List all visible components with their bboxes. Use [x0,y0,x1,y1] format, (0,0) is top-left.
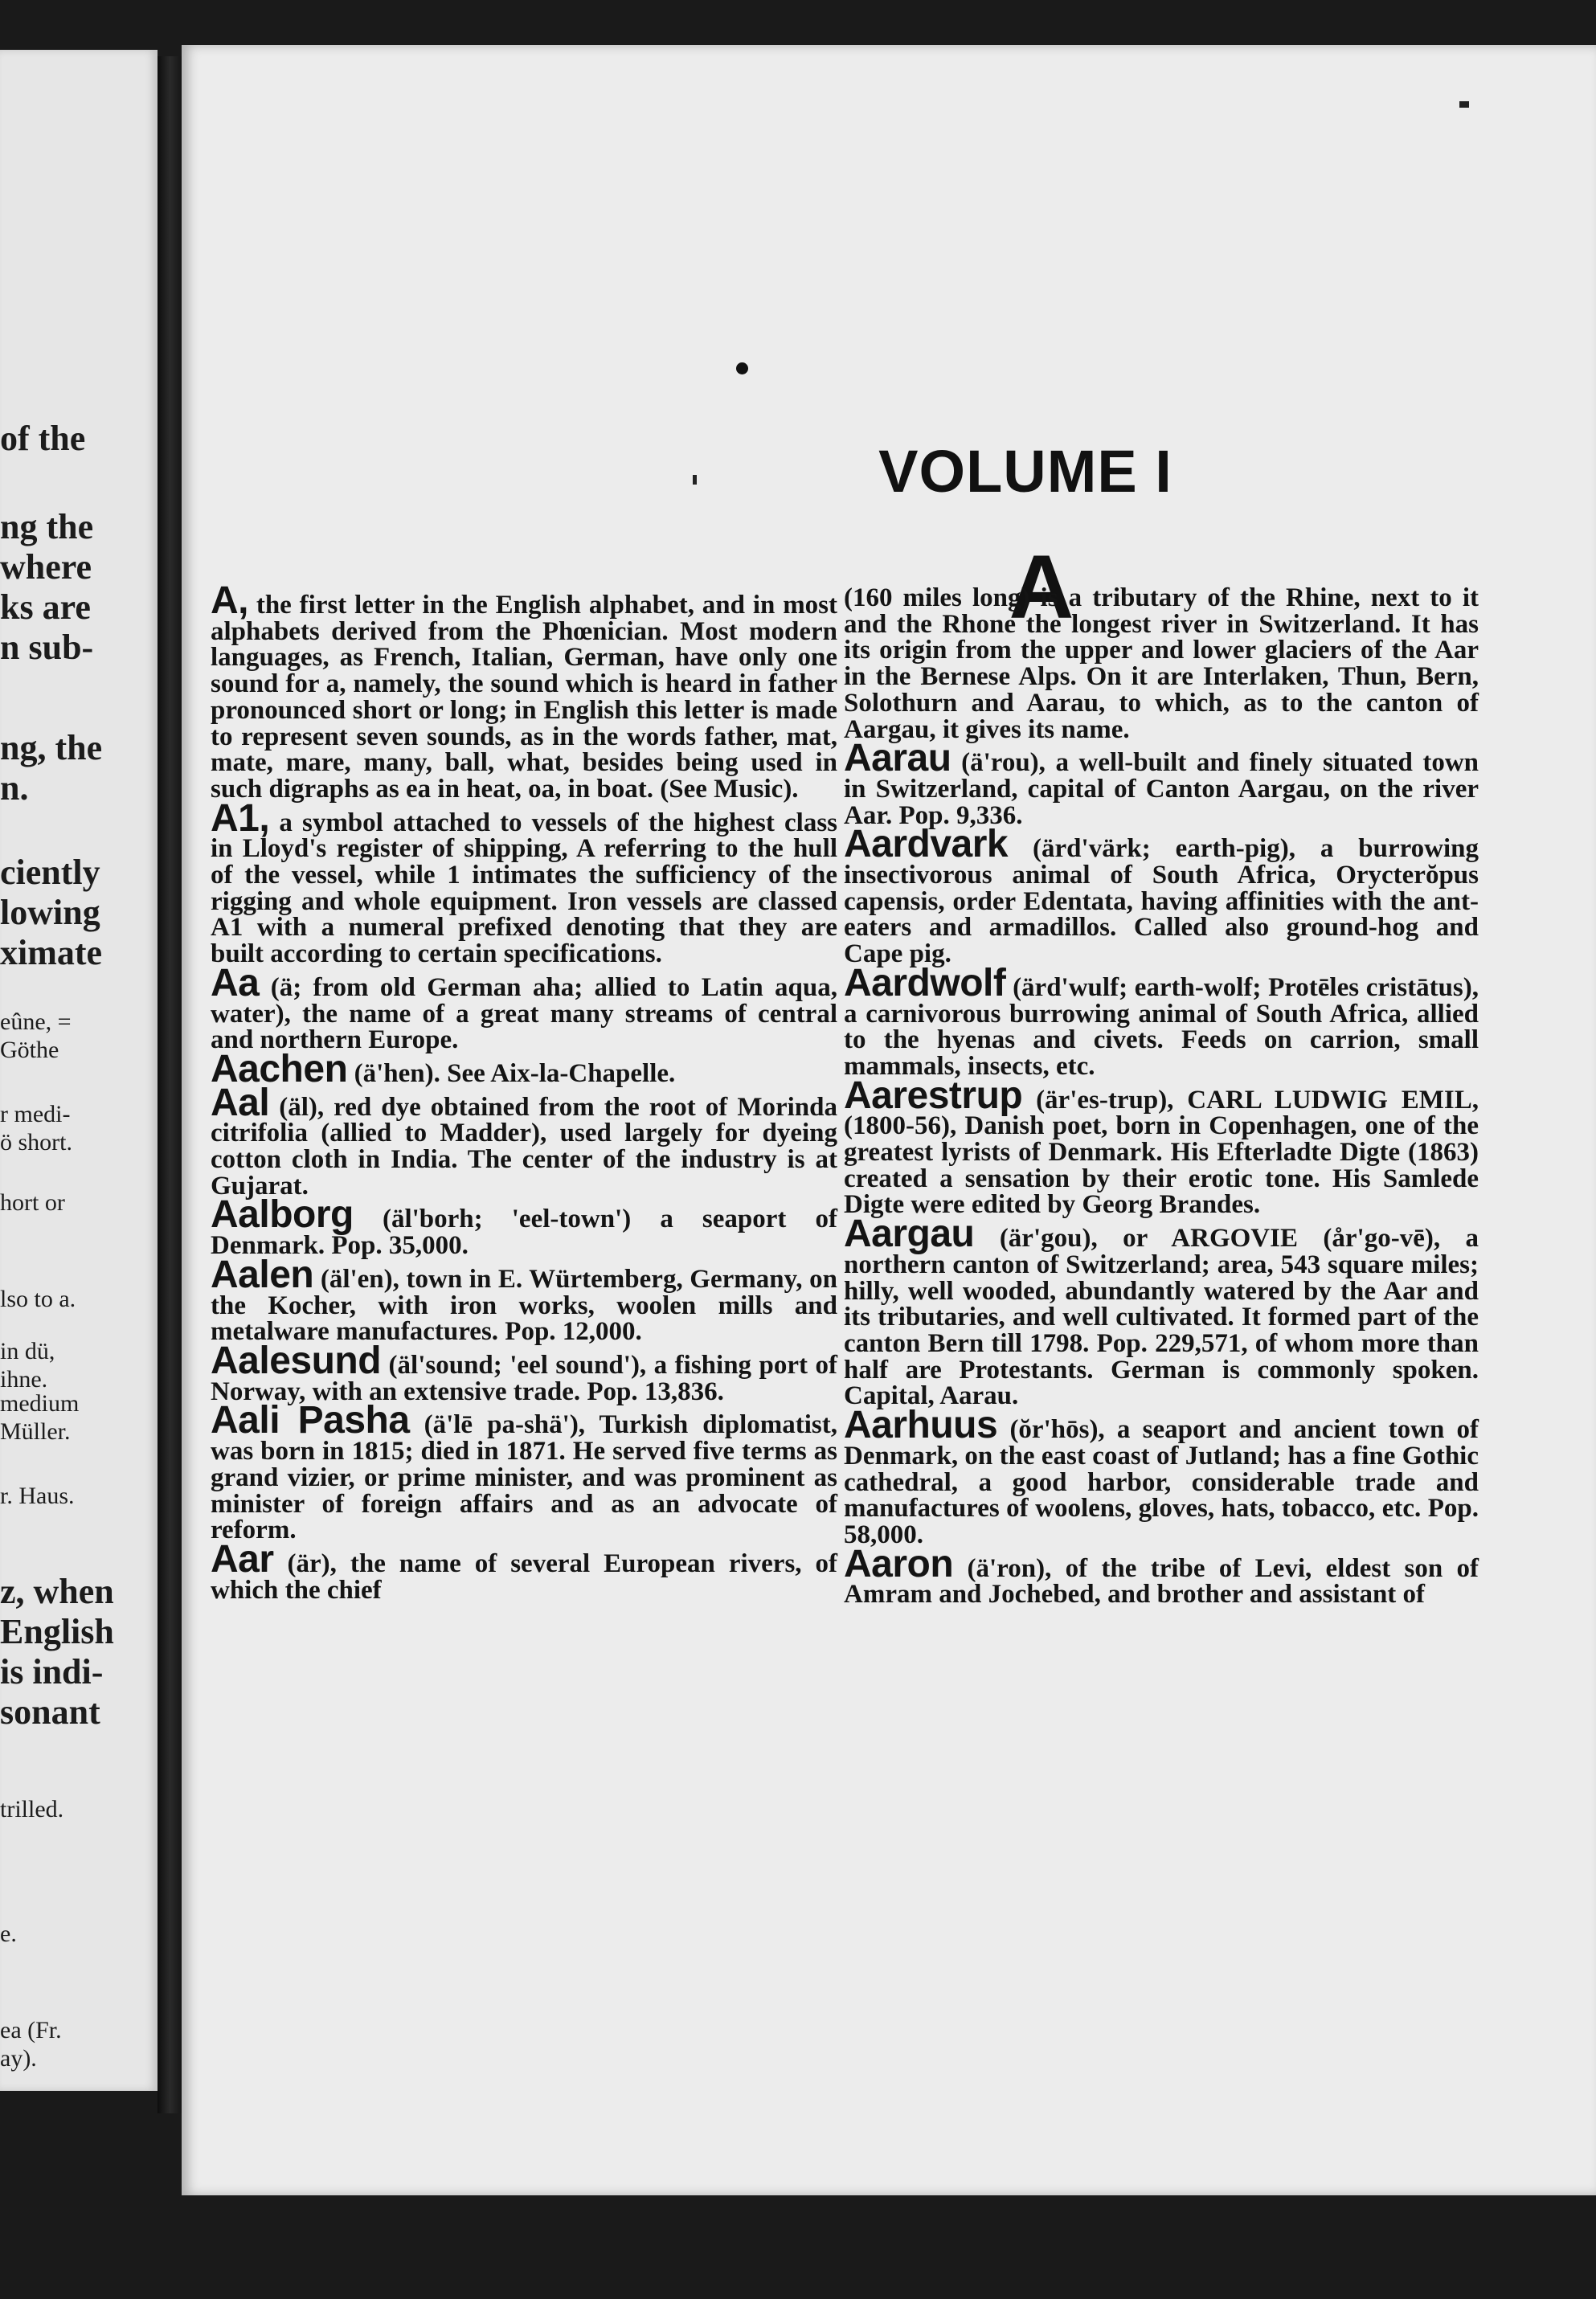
adjacent-page-line: where [0,547,92,587]
entry-text: (är'gou), or ARGOVIE (år'go-vē), a northern canton of Switzerland; area, 543 square miles; hilly, well wooded, abundantly watered by the Aar and its tributaries, and well cultivated. It formed part of the canton Bern till 1798. Pop. 229,571, of whom more than half are Protestants. German is commonly spoken. Capital, Aarau. [844,1224,1479,1411]
entry-text: (ŏr'hōs), a seaport and ancient town of Denmark, on the east coast of Jutland; has a fine Gothic cathedral, a good harbor, considerable trade and manufactures of woolens, gloves, hats, tobacco, etc. Pop. 58,000. [844,1415,1479,1549]
section-letter-heading: A [1009,537,1074,637]
dictionary-entry [211,1047,837,1090]
entry-text: (äl'sound; 'eel sound'), a fishing port of Norway, with an extensive trade. Pop. 13,836. [211,1350,838,1406]
adjacent-page-line: is indi- [0,1652,104,1692]
dictionary-entry [844,823,1479,969]
dictionary-entry [844,1074,1479,1220]
dictionary-entry [211,1537,837,1605]
entry-headword: A1, [211,796,270,840]
entry-text: (ä'lē pa-shä'), Turkish diplomatist, was born in 1815; died in 1871. He served five terms as grand vizier, or prime minister, and was prominent as minister of foreign affairs and as an advocate of reform. [211,1410,837,1545]
adjacent-page-line: Göthe [0,1037,59,1063]
adjacent-page-line: r. Haus. [0,1483,75,1509]
dictionary-entry [844,585,1479,742]
dictionary-entry [211,1081,837,1201]
entry-text: the first letter in the English alphabet, and in most alphabets derived from the Phœnician. Most modern languages, as French, Italian, German, have only one sound for a, namely, the sound which is heard in father pronounced short or long; in English this letter is made to represent seven sounds, as in the words father, mat, mate, mare, many, ball, what, besides being used in such digraphs as ea in heat, oa, in boat. (See Music). [211,591,838,804]
entry-headword: Aa [211,961,260,1004]
entry-text: (160 miles long) is a tributary of the Rhine, next to it and the Rhone the longest river in Switzerland. It has its origin from the upper and lower glaciers of the Aar in the Bernese Alps. On it are Interlaken, Thun, Bern, Solothurn and Aarau, to which, as to the canton of Aargau, it gives its name. [844,583,1479,744]
entry-headword: Aarhuus [844,1404,998,1447]
adjacent-page-line: ihne. [0,1366,48,1393]
entry-text: (äl), red dye obtained from the root of Morinda citrifolia (allied to Madder), used largely for dyeing cotton cloth in India. The center of the industry is at Gujarat. [211,1092,837,1201]
adjacent-page-line: trilled. [0,1796,64,1822]
adjacent-page-line: English [0,1612,114,1651]
entry-headword: Aaron [844,1542,954,1585]
entry-text: (ä'rou), a well-built and finely situated town in Switzerland, capital of Canton Aargau, on the river Aar. Pop. 9,336. [844,748,1479,830]
entry-headword: Aalen [211,1253,314,1296]
dictionary-entry [211,579,838,804]
entry-headword: Aargau [844,1213,975,1256]
entry-headword: A, [211,579,248,622]
dictionary-entry [844,961,1479,1081]
adjacent-page-line: ng the [0,507,94,546]
dictionary-entry [844,1404,1479,1549]
left-column [211,579,838,1605]
adjacent-page-line: Müller. [0,1418,71,1445]
entry-text: (äl'en), town in E. Würtemberg, Germany, on the Kocher, with iron works, woolen mills and metalware manufactures. Pop. 12,000. [211,1264,837,1347]
adjacent-page-line: medium [0,1390,80,1417]
adjacent-page-line: lowing [0,893,100,932]
entry-headword: Aardwolf [844,961,1006,1004]
dictionary-entry [211,1399,837,1545]
entry-text: (ä'hen). See Aix-la-Chapelle. [354,1058,676,1088]
dictionary-entry [211,796,837,969]
entry-headword: Aal [211,1081,270,1124]
adjacent-page-line: ximate [0,933,103,972]
adjacent-page-line: n. [0,768,29,808]
adjacent-page-line: hort or [0,1189,65,1216]
entry-text: (ärd'värk; earth-pig), a burrowing insectivorous animal of South Africa, Orycterŏpus capensis, order Edentata, having affinities with the ant-eaters and armadillos. Called also ground-hog and Cape pig. [844,834,1479,969]
entry-headword: Aar [211,1537,274,1581]
adjacent-page-line: e. [0,1921,17,1947]
adjacent-page-line: eûne, = [0,1008,72,1035]
dictionary-entry [211,961,838,1055]
adjacent-page-line: of the [0,419,86,458]
adjacent-page-line: ay). [0,2045,37,2072]
adjacent-page-line: n sub- [0,628,94,667]
entry-text: a symbol attached to vessels of the highest class in Lloyd's register of shipping, A referring to the hull of the vessel, while 1 intimates the sufficiency of the rigging and whole equipment. Iron vessels are classed A1 with a numeral prefixed denoting that they are built according to certain specifications. [211,808,837,969]
dictionary-entry [844,737,1479,830]
adjacent-page-line: ks are [0,587,91,627]
adjacent-page-line: ciently [0,853,100,892]
adjacent-page-line: r medi- [0,1101,71,1127]
entry-text: (är'es-trup), CARL LUDWIG EMIL, (1800-56), Danish poet, born in Copenhagen, one of the greatest lyrists of Denmark. His Efterladte Digte (1863) created a sensation by their erotic tone. His Samlede Digte were edited by Georg Brandes. [844,1085,1479,1220]
ink-dot [736,362,748,374]
dictionary-entry [211,1339,838,1406]
adjacent-page-line: ö short. [0,1129,72,1156]
entry-headword: Aali Pasha [211,1399,410,1442]
dictionary-entry [211,1193,838,1261]
entry-text: (ä; from old German aha; allied to Latin aqua, water), the name of a great many streams of central and northern Europe. [211,972,838,1055]
right-column [844,585,1479,1608]
entry-headword: Aalesund [211,1339,382,1382]
entry-text: (äl'borh; 'eel-town') a seaport of Denmark. Pop. 35,000. [211,1205,838,1261]
adjacent-page-line: sonant [0,1692,100,1732]
adjacent-page-line: z, when [0,1572,114,1611]
entry-headword: Aachen [211,1047,348,1090]
adjacent-page-line: ng, the [0,728,103,767]
book-binding [158,56,185,2113]
adjacent-page-fragment [0,50,158,2091]
volume-title: VOLUME I [878,438,1172,505]
entry-headword: Aalborg [211,1193,354,1237]
adjacent-page-line: in dü, [0,1338,55,1364]
dictionary-entry [211,1253,837,1347]
adjacent-page-line: lso to a. [0,1286,76,1312]
entry-text: (ärd'wulf; earth-wolf; Protēles cristātus), a carnivorous burrowing animal of South Africa, allied to the hyenas and civets. Feeds on carrion, small mammals, insects, etc. [844,972,1479,1081]
entry-headword: Aardvark [844,823,1009,866]
entry-text: (är), the name of several European rivers, of which the chief [211,1548,837,1605]
entry-headword: Aarestrup [844,1074,1023,1117]
entry-text: (ä'ron), of the tribe of Levi, eldest son of Amram and Jochebed, and brother and assistant of [844,1553,1479,1610]
dictionary-entry [844,1542,1479,1610]
dictionary-entry [844,1213,1479,1411]
adjacent-page-line: ea (Fr. [0,2017,62,2043]
scan-speck [1459,101,1469,108]
entry-headword: Aarau [844,737,951,780]
